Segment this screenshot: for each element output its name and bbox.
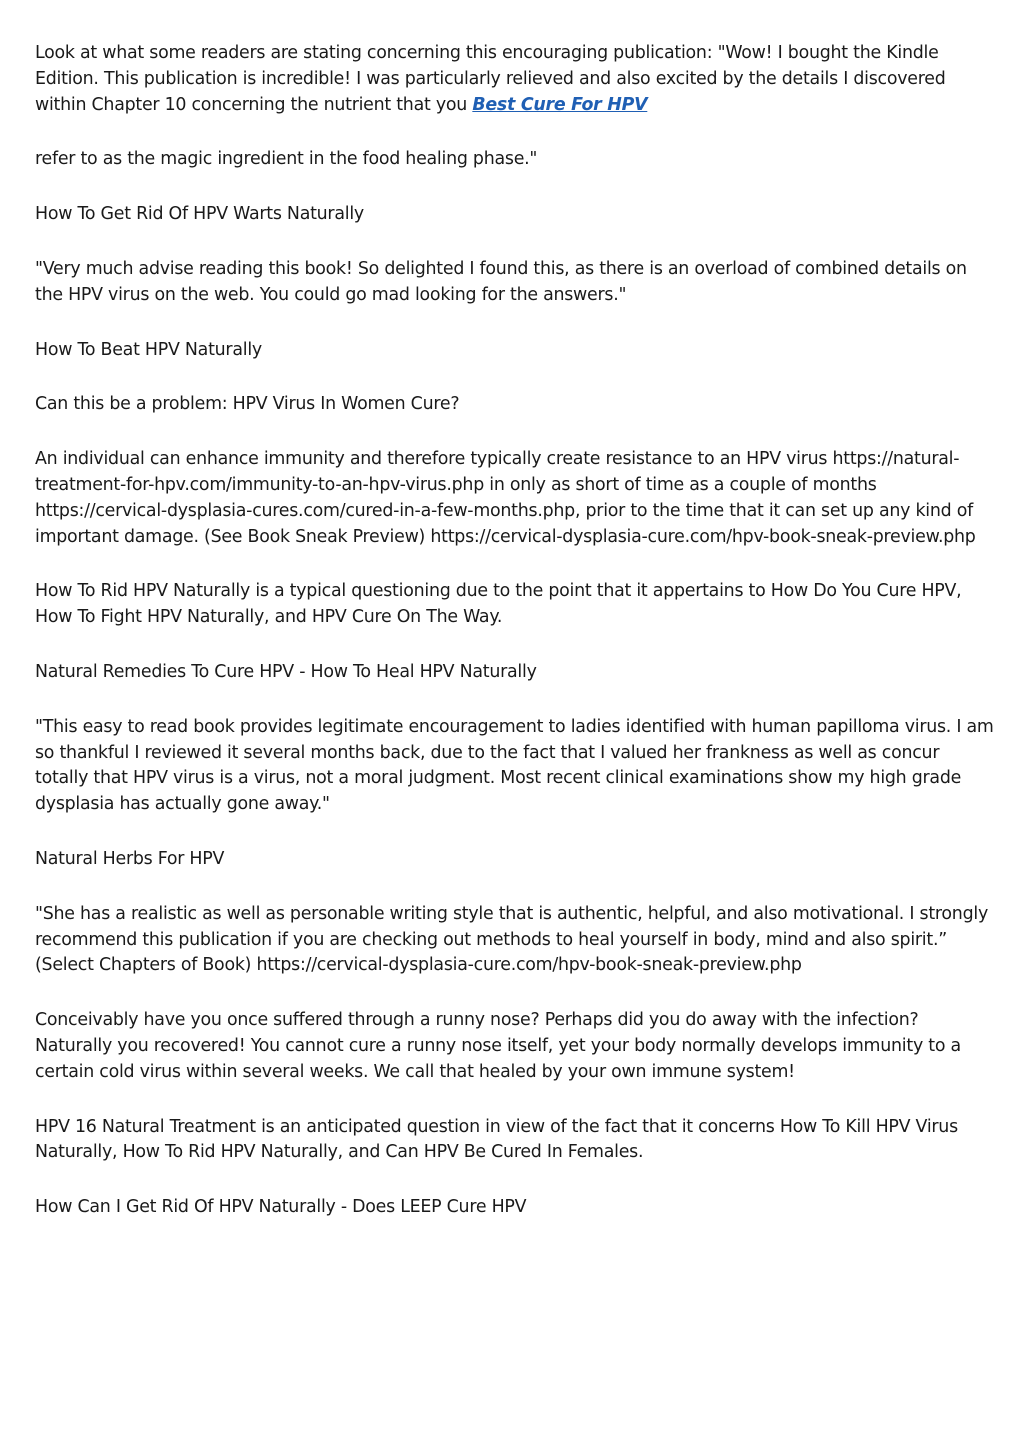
paragraph-runny-nose: Conceivably have you once suffered through a runny nose? Perhaps did you do away with the infection? Naturally you recovered! You cannot cure a runny nose itself, yet your body normally develops immunity to a certain cold virus within several weeks. We call that healed by your own immune system! xyxy=(35,1010,961,1082)
paragraph-easy-to-read: "This easy to read book provides legitimate encouragement to ladies identified with human papilloma virus. I am so thankful I reviewed it several months back, due to the fact that I valued her frankness as well as concur totally that HPV virus is a virus, not a moral judgment. Most recent clinical examinations show my high grade dysplasia has actually gone away." xyxy=(35,716,994,815)
paragraph-enhance-immunity: An individual can enhance immunity and therefore typically create resistance to an HPV virus https://natural-treatment-for-hpv.com/immunity-to-an-hpv-virus.php in only as short of time as a couple of months https://cervical-dysplasia-cures.com/cured-in-a-few-months.php, prior to the time that it can set up any kind of important damage. (See Book Sneak Preview) https://cervical-dysplasia-cure.com/hpv-book-sneak-preview.php xyxy=(35,449,976,547)
heading-problem-question: Can this be a problem: HPV Virus In Women Cure? xyxy=(35,394,460,415)
heading-leep-cure: How Can I Get Rid Of HPV Naturally - Does LEEP Cure HPV xyxy=(35,1197,527,1218)
heading-beat-hpv: How To Beat HPV Naturally xyxy=(35,339,262,360)
paragraph-text: Look at what some readers are stating concerning this encouraging publication: "Wow! I bought the Kindle Edition. This publication is incredible! I was particularly relieved and also excited by the details I discovered within Chapter 10 concerning the nutrient that you xyxy=(35,43,946,115)
paragraph-magic-ingredient: refer to as the magic ingredient in the food healing phase." xyxy=(35,149,538,170)
document-page xyxy=(35,41,995,1250)
paragraph-reader-quote-intro xyxy=(35,41,995,118)
paragraph-writing-style: "She has a realistic as well as personable writing style that is authentic, helpful, and also motivational. I strongly recommend this publication if you are checking out methods to heal yourself in body, mind and also spirit.” (Select Chapters of Book) https://cervical-dysplasia-cure.com/hpv-book-sneak-preview.php xyxy=(35,903,988,976)
heading-get-rid-of-warts: How To Get Rid Of HPV Warts Naturally xyxy=(35,204,364,225)
heading-natural-herbs: Natural Herbs For HPV xyxy=(35,848,225,869)
best-cure-for-hpv-link[interactable]: Best Cure For HPV xyxy=(472,94,648,115)
heading-natural-remedies: Natural Remedies To Cure HPV - How To Heal HPV Naturally xyxy=(35,661,537,682)
paragraph-rid-hpv-question: How To Rid HPV Naturally is a typical questioning due to the point that it appertains to How Do You Cure HPV, How To Fight HPV Naturally, and HPV Cure On The Way. xyxy=(35,581,962,628)
paragraph-hpv-16: HPV 16 Natural Treatment is an anticipated question in view of the fact that it concerns How To Kill HPV Virus Naturally, How To Rid HPV Naturally, and Can HPV Be Cured In Females. xyxy=(35,1116,958,1163)
paragraph-advise-reading: "Very much advise reading this book! So delighted I found this, as there is an overload of combined details on the HPV virus on the web. You could go mad looking for the answers." xyxy=(35,258,967,305)
